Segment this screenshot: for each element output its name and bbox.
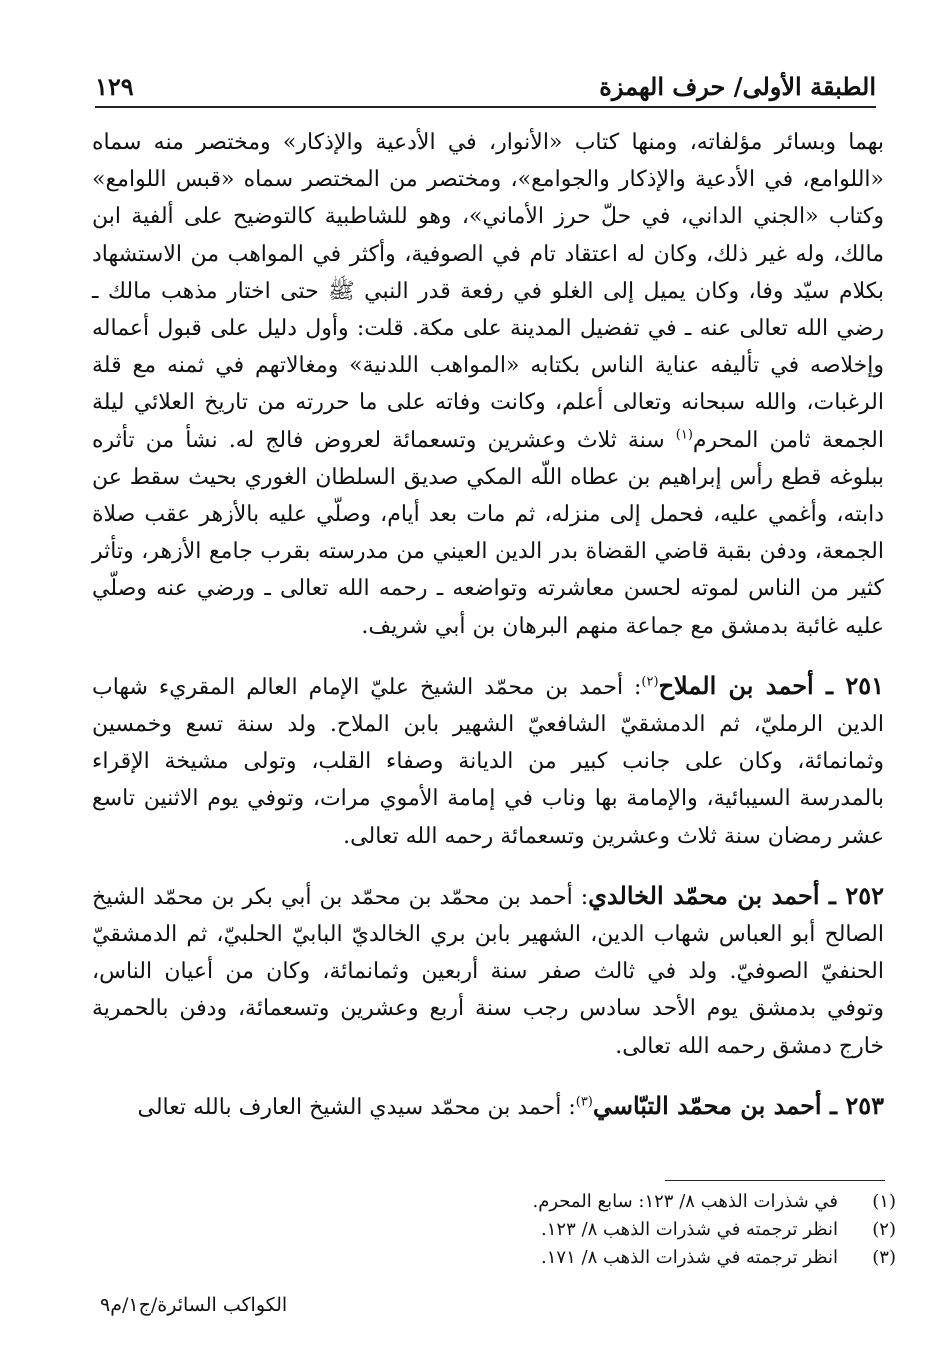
entry-251 bbox=[92, 667, 884, 855]
entry-number: ٢٥٣ ـ bbox=[829, 1090, 884, 1120]
running-header bbox=[95, 66, 876, 108]
footnote-number: (٣) bbox=[872, 1247, 896, 1268]
footnote-ref: (١) bbox=[675, 427, 693, 443]
footnote-ref: (٢) bbox=[641, 674, 659, 690]
footnote-divider bbox=[665, 1180, 885, 1181]
entry-text: : أحمد بن محمّد سيدي الشيخ العارف بالله تعالى bbox=[137, 1094, 576, 1120]
entry-252 bbox=[92, 877, 884, 1065]
signature-mark: الكواكب السائرة/ج١/م٩ bbox=[100, 1294, 288, 1316]
footnote-text: في شذرات الذهب ٨/ ١٢٣: سابع المحرم. bbox=[532, 1191, 838, 1212]
entry-253 bbox=[92, 1087, 884, 1126]
footnote-item bbox=[140, 1188, 896, 1216]
footnote-number: (٢) bbox=[872, 1219, 896, 1240]
paragraph-text: بهما وبسائر مؤلفاته، ومنها كتاب «الأنوار، في الأدعية والإذكار» ومختصر منه سماه «اللوامع، في الأدعية والإذكار والجوامع»، ومختصر من المختصر سماه «قبس اللوامع» وكتاب «الجني الداني، في حلّ حرز الأماني»، وهو للشاطبية كالتوضيح على ألفية ابن مالك، وله غير ذلك، وكان له اعتقاد تام في الصوفية، وأكثر في المواهب من الاستشهاد بكلام سيّد وفا، وكان يميل إلى الغلو في رفعة قدر النبي ﷺ حتى اختار مذهب مالك ـ رضي الله تعالى عنه ـ في تفضيل المدينة على مكة. قلت: وأول دليل على قبول أعماله وإخلاصه في تأليفه عناية الناس بكتابه «المواهب اللدنية» ومغالاتهم في ثمنه مع قلة الرغبات، والله سبحانه وتعالى أعلم، وكانت وفاته على ما حررته من تاريخ العلائي ليلة الجمعة ثامن المحرم bbox=[92, 130, 884, 453]
footnotes bbox=[140, 1188, 896, 1272]
paragraph-continuation bbox=[92, 124, 884, 645]
entry-number: ٢٥٢ ـ bbox=[828, 880, 884, 910]
entry-number: ٢٥١ ـ bbox=[826, 670, 885, 700]
chapter-title: الطبقة الأولى/ حرف الهمزة bbox=[599, 71, 876, 101]
footnote-ref: (٣) bbox=[575, 1094, 593, 1110]
paragraph-text-cont: سنة ثلاث وعشرين وتسعمائة لعروض فالج له. نشأ من تأثره ببلوغه قطع رأس إبراهيم بن عطاه اللّه المكي صديق السلطان الغوري بحيث سقط عن دابته، وأغمي عليه، فحمل إلى منزله، ثم مات بعد أيام، وصلّي عليه بالأزهر عقب صلاة الجمعة، ودفن بقبة قاضي القضاة بدر الدين العيني من مدرسته بقرب جامع الأزهر، وتأثر كثير من الناس لموته لحسن معاشرته وتواضعه ـ رحمه الله تعالى ـ ورضي عنه وصلّي عليه غائبة بدمشق مع جماعة منهم البرهان بن أبي شريف. bbox=[92, 427, 884, 639]
entry-heading: أحمد بن محمّد التبّاسي bbox=[592, 1090, 830, 1120]
entry-text: : أحمد بن محمّد الشيخ عليّ الإمام العالم المقريء شهاب الدين الرمليّ، ثم الدمشقيّ الشافعيّ الشهير بابن الملاح. ولد سنة تسع وخمسين وثمانمائة، وكان على جانب كبير من الديانة وصفاء القلب، وتولى مشيخة الإقراء بالمدرسة السيبائية، والإمامة بها وناب في إمامة الأموي مرات، وتوفي يوم الاثنين تاسع عشر رمضان سنة ثلاث وعشرين وتسعمائة رحمه الله تعالى. bbox=[92, 674, 884, 849]
entry-text: : أحمد بن محمّد بن محمّد بن أبي بكر بن محمّد الشيخ الصالح أبو العباس شهاب الدين، الشهير بابن بري الخالديّ البابيّ الحلبيّ، ثم الدمشقيّ الحنفيّ الصوفيّ. ولد في ثالث صفر سنة أربعين وثمانمائة، وكان من أعيان الناس، وتوفي بدمشق يوم الأحد سادس رجب سنة أربع وعشرين وتسعمائة، ودفن بالحمرية خارج دمشق رحمه الله تعالى. bbox=[92, 884, 884, 1059]
footnote-text: انظر ترجمته في شذرات الذهب ٨/ ١٧١. bbox=[541, 1247, 838, 1268]
main-text bbox=[92, 124, 884, 1148]
footnote-text: انظر ترجمته في شذرات الذهب ٨/ ١٢٣. bbox=[541, 1219, 838, 1240]
page-number: ١٢٩ bbox=[95, 71, 134, 101]
footnote-item bbox=[140, 1216, 896, 1244]
footnote-item bbox=[140, 1244, 896, 1272]
entry-heading: أحمد بن محمّد الخالدي bbox=[588, 880, 829, 910]
entry-heading: أحمد بن الملاح bbox=[658, 670, 827, 700]
footnote-number: (١) bbox=[872, 1191, 896, 1212]
